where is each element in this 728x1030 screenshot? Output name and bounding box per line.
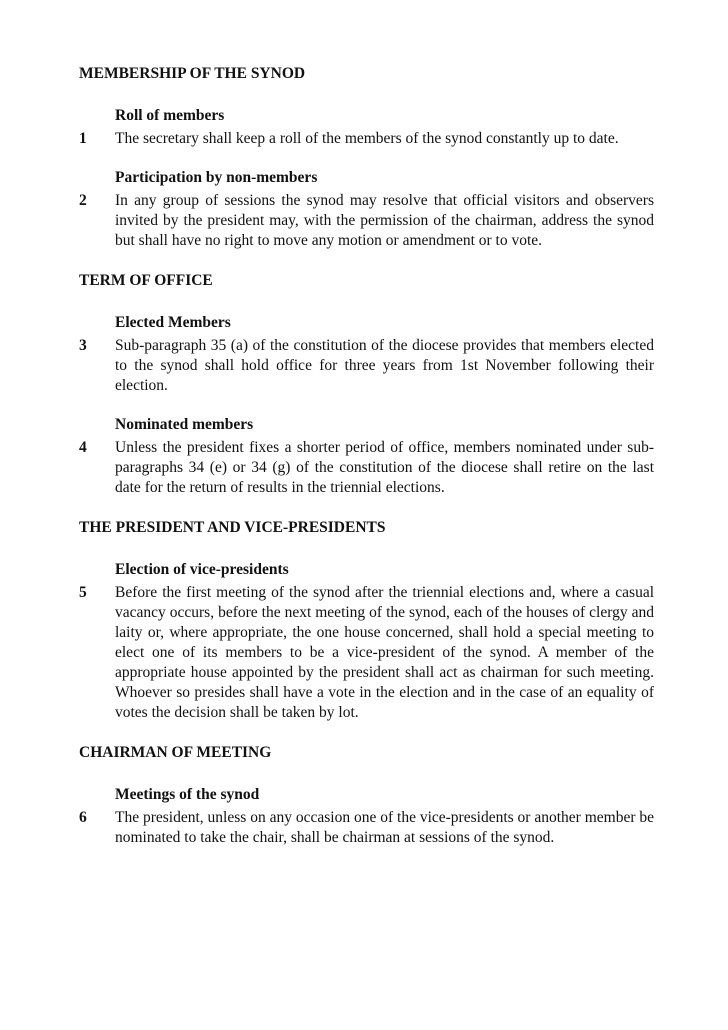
paragraph-number: 1 [79,130,87,147]
paragraph-4 [79,438,654,498]
paragraph-text: In any group of sessions the synod may resolve that official visitors and observers invited by the president may, with the permission of the chairman, address the synod but shall have no right to move any motion or amendment or to vote. [115,192,654,249]
subheading-roll-of-members: Roll of members [115,107,225,124]
subheading-meetings-of-the-synod: Meetings of the synod [115,786,260,803]
paragraph-6 [79,808,654,848]
subheading-elected-members: Elected Members [115,314,231,331]
paragraph-2 [79,191,654,251]
paragraph-5 [79,583,654,723]
section-heading-president: THE PRESIDENT AND VICE-PRESIDENTS [79,519,386,536]
document-page [79,64,654,848]
section-heading-membership: MEMBERSHIP OF THE SYNOD [79,65,306,82]
paragraph-number: 2 [79,192,87,209]
paragraph-3 [79,336,654,396]
paragraph-text: The president, unless on any occasion one of the vice-presidents or another member be nominated to take the chair, shall be chairman at sessions of the synod. [115,809,654,846]
paragraph-number: 3 [79,337,87,354]
paragraph-number: 6 [79,809,87,826]
section-heading-chairman: CHAIRMAN OF MEETING [79,744,272,761]
paragraph-number: 5 [79,584,87,601]
paragraph-text: Sub-paragraph 35 (a) of the constitution of the diocese provides that members elected to the synod shall hold office for three years from 1st November following their election. [115,337,654,394]
paragraph-text: Unless the president fixes a shorter period of office, members nominated under sub-paragraphs 34 (e) or 34 (g) of the constitution of the diocese shall retire on the last date for the return of results in the triennial elections. [115,439,654,496]
paragraph-text: Before the first meeting of the synod after the triennial elections and, where a casual vacancy occurs, before the next meeting of the synod, each of the houses of clergy and laity or, where appropriate, the one house concerned, shall hold a special meeting to elect one of its members to be a vice-president of the synod. A member of the appropriate house appointed by the president shall act as chairman for such meeting. Whoever so presides shall have a vote in the election and in the case of an equality of votes the decision shall be taken by lot. [115,584,654,721]
paragraph-1 [79,129,654,149]
paragraph-number: 4 [79,439,87,456]
subheading-participation: Participation by non-members [115,169,318,186]
subheading-election-of-vice-presidents: Election of vice-presidents [115,561,289,578]
section-heading-term-of-office: TERM OF OFFICE [79,272,213,289]
paragraph-text: The secretary shall keep a roll of the members of the synod constantly up to date. [115,130,619,147]
subheading-nominated-members: Nominated members [115,416,254,433]
